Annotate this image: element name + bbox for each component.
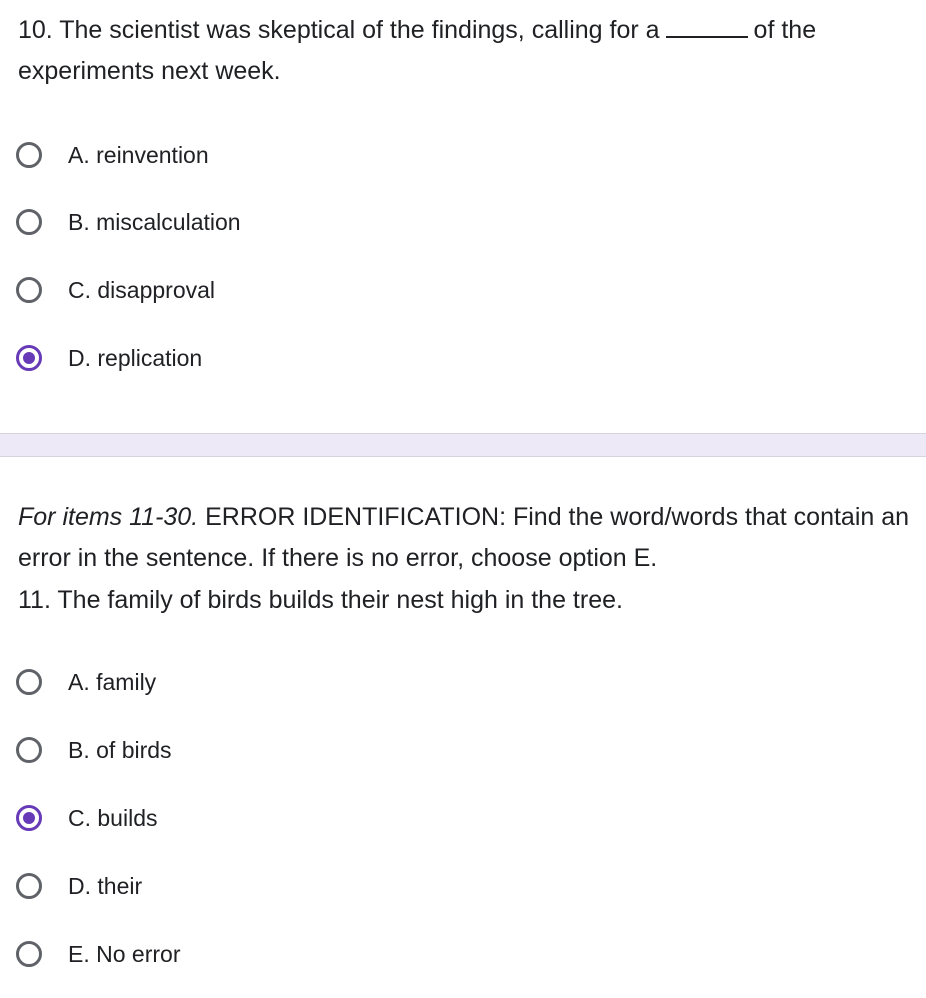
option-label: C. disapproval (68, 276, 216, 303)
option-d[interactable] (16, 868, 142, 904)
option-label: A. family (68, 668, 157, 695)
radio-selected-icon[interactable] (16, 805, 42, 831)
question-text-part: of the experiments next week. (18, 16, 817, 85)
option-a[interactable] (16, 137, 209, 173)
option-label: E. No error (68, 940, 181, 967)
instructions-italic: For items 11-30. (18, 503, 199, 531)
radio-icon[interactable] (16, 669, 42, 695)
option-label: C. builds (68, 804, 158, 831)
radio-selected-icon[interactable] (16, 345, 42, 371)
question-text-part: 10. The scientist was skeptical of the findings, calling for a (18, 16, 660, 44)
blank (666, 36, 748, 38)
option-label: D. replication (68, 344, 203, 371)
question-10-text (18, 10, 923, 92)
option-label: A. reinvention (68, 141, 209, 168)
option-label: D. their (68, 872, 143, 899)
radio-icon[interactable] (16, 209, 42, 235)
option-label: B. miscalculation (68, 208, 241, 235)
option-b[interactable] (16, 204, 241, 240)
option-b[interactable] (16, 732, 172, 768)
radio-icon[interactable] (16, 277, 42, 303)
option-c[interactable] (16, 272, 215, 308)
radio-icon[interactable] (16, 737, 42, 763)
radio-icon[interactable] (16, 142, 42, 168)
instructions-text: ERROR IDENTIFICATION: Find the word/words that contain an error in the sentence. If there is no error, choose option E. (18, 503, 910, 572)
radio-icon[interactable] (16, 941, 42, 967)
option-c[interactable] (16, 800, 157, 836)
option-d[interactable] (16, 340, 202, 376)
radio-icon[interactable] (16, 873, 42, 899)
option-label: B. of birds (68, 736, 172, 763)
section-instructions (18, 497, 923, 579)
question-11-text: 11. The family of birds builds their nest high in the tree. (18, 586, 623, 614)
option-e[interactable] (16, 936, 180, 972)
option-a[interactable] (16, 664, 156, 700)
section-divider (0, 433, 926, 457)
